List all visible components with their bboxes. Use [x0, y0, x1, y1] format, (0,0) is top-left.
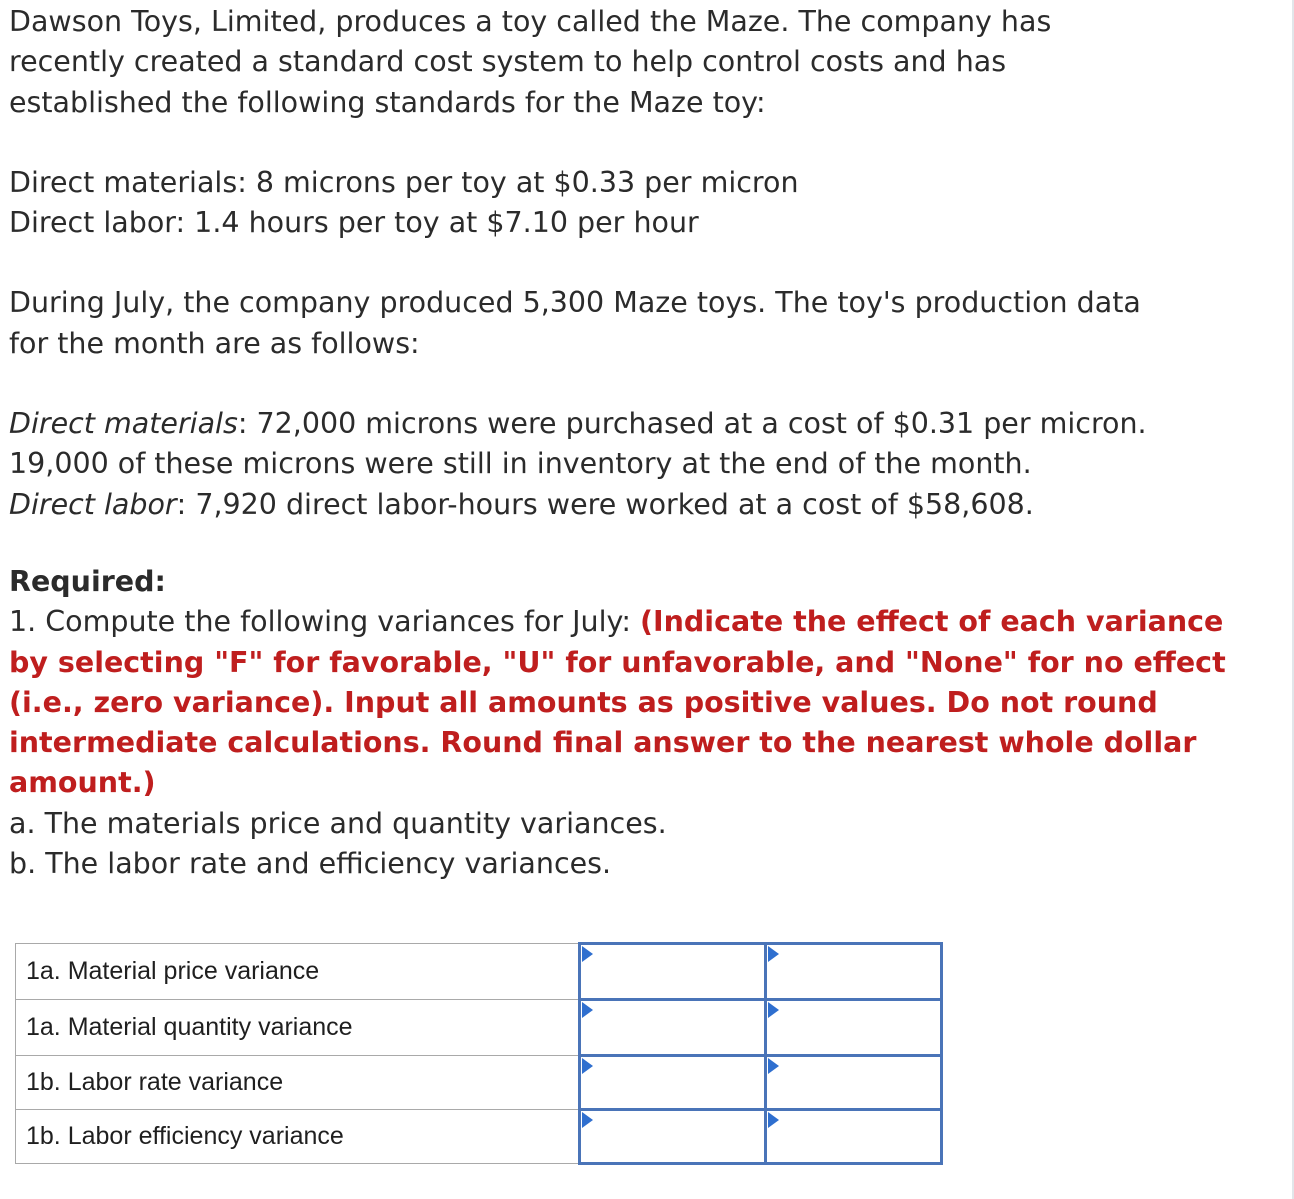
required-heading: Required:: [9, 564, 166, 598]
question-1-line: [9, 602, 1285, 642]
part-b-text: b. The labor rate and efficiency variances.: [9, 847, 612, 881]
row-label-labor-rate: 1b. Labor rate variance: [16, 1056, 580, 1110]
actual-labor-line: [9, 485, 1285, 525]
instruction-line-2: by selecting "F" for favorable, "U" for unfavorable, and "None" for no effect: [9, 645, 1226, 679]
row-label-labor-efficiency: 1b. Labor efficiency variance: [16, 1110, 580, 1164]
row-label-material-quantity: 1a. Material quantity variance: [16, 1000, 580, 1056]
instruction-line-4: intermediate calculations. Round final answer to the nearest whole dollar: [9, 726, 1197, 760]
material-quantity-amount-input[interactable]: [580, 1000, 766, 1056]
dropdown-marker-icon: [582, 1112, 593, 1128]
actuals-paragraph: [9, 404, 1285, 525]
dropdown-marker-icon: [768, 946, 779, 962]
actual-labor-label: Direct labor: [9, 487, 177, 521]
question-content: [9, 2, 1285, 884]
material-quantity-effect-select[interactable]: [766, 1000, 942, 1056]
instruction-line-5: amount.): [9, 766, 156, 800]
table-row: [16, 1000, 942, 1056]
labor-rate-effect-select[interactable]: [766, 1056, 942, 1110]
labor-efficiency-amount-input[interactable]: [580, 1110, 766, 1164]
row-label-material-price: 1a. Material price variance: [16, 944, 580, 1000]
actual-materials-line-2: 19,000 of these microns were still in inventory at the end of the month.: [9, 447, 1032, 481]
instruction-line-1: (Indicate the effect of each variance: [639, 605, 1224, 639]
actual-materials-line-1: [9, 404, 1285, 444]
dropdown-marker-icon: [582, 1058, 593, 1074]
production-line-2: for the month are as follows:: [9, 326, 420, 360]
material-price-effect-select[interactable]: [766, 944, 942, 1000]
intro-line-2: recently created a standard cost system to help control costs and has: [9, 45, 1007, 79]
production-line-1: During July, the company produced 5,300 Maze toys. The toy's production data: [9, 286, 1141, 320]
actual-materials-text: : 72,000 microns were purchased at a cost of $0.31 per micron.: [237, 407, 1147, 441]
table-row: [16, 1056, 942, 1110]
actual-labor-text: : 7,920 direct labor-hours were worked at a cost of $58,608.: [176, 487, 1034, 521]
table-row: [16, 1110, 942, 1164]
intro-line-1: Dawson Toys, Limited, produces a toy called the Maze. The company has: [9, 5, 1052, 38]
intro-line-3: established the following standards for the Maze toy:: [9, 85, 766, 119]
actual-materials-label: Direct materials: [9, 407, 238, 441]
standards-paragraph: [9, 163, 1285, 244]
production-paragraph: [9, 283, 1285, 364]
standard-labor: Direct labor: 1.4 hours per toy at $7.10 per hour: [9, 206, 699, 240]
standard-materials: Direct materials: 8 microns per toy at $0.33 per micron: [9, 165, 799, 199]
table-row: [16, 944, 942, 1000]
variance-answer-table: [15, 942, 943, 1165]
dropdown-marker-icon: [768, 1002, 779, 1018]
labor-rate-amount-input[interactable]: [580, 1056, 766, 1110]
instruction-line-3: (i.e., zero variance). Input all amounts as positive values. Do not round: [9, 685, 1158, 719]
dropdown-marker-icon: [768, 1112, 779, 1128]
dropdown-marker-icon: [768, 1058, 779, 1074]
dropdown-marker-icon: [582, 1002, 593, 1018]
part-a-text: a. The materials price and quantity variances.: [9, 806, 667, 840]
material-price-amount-input[interactable]: [580, 944, 766, 1000]
dropdown-marker-icon: [582, 946, 593, 962]
question-1-prefix: 1. Compute the following variances for July:: [9, 605, 640, 639]
required-section: [9, 562, 1285, 884]
labor-efficiency-effect-select[interactable]: [766, 1110, 942, 1164]
intro-paragraph: [9, 2, 1285, 123]
